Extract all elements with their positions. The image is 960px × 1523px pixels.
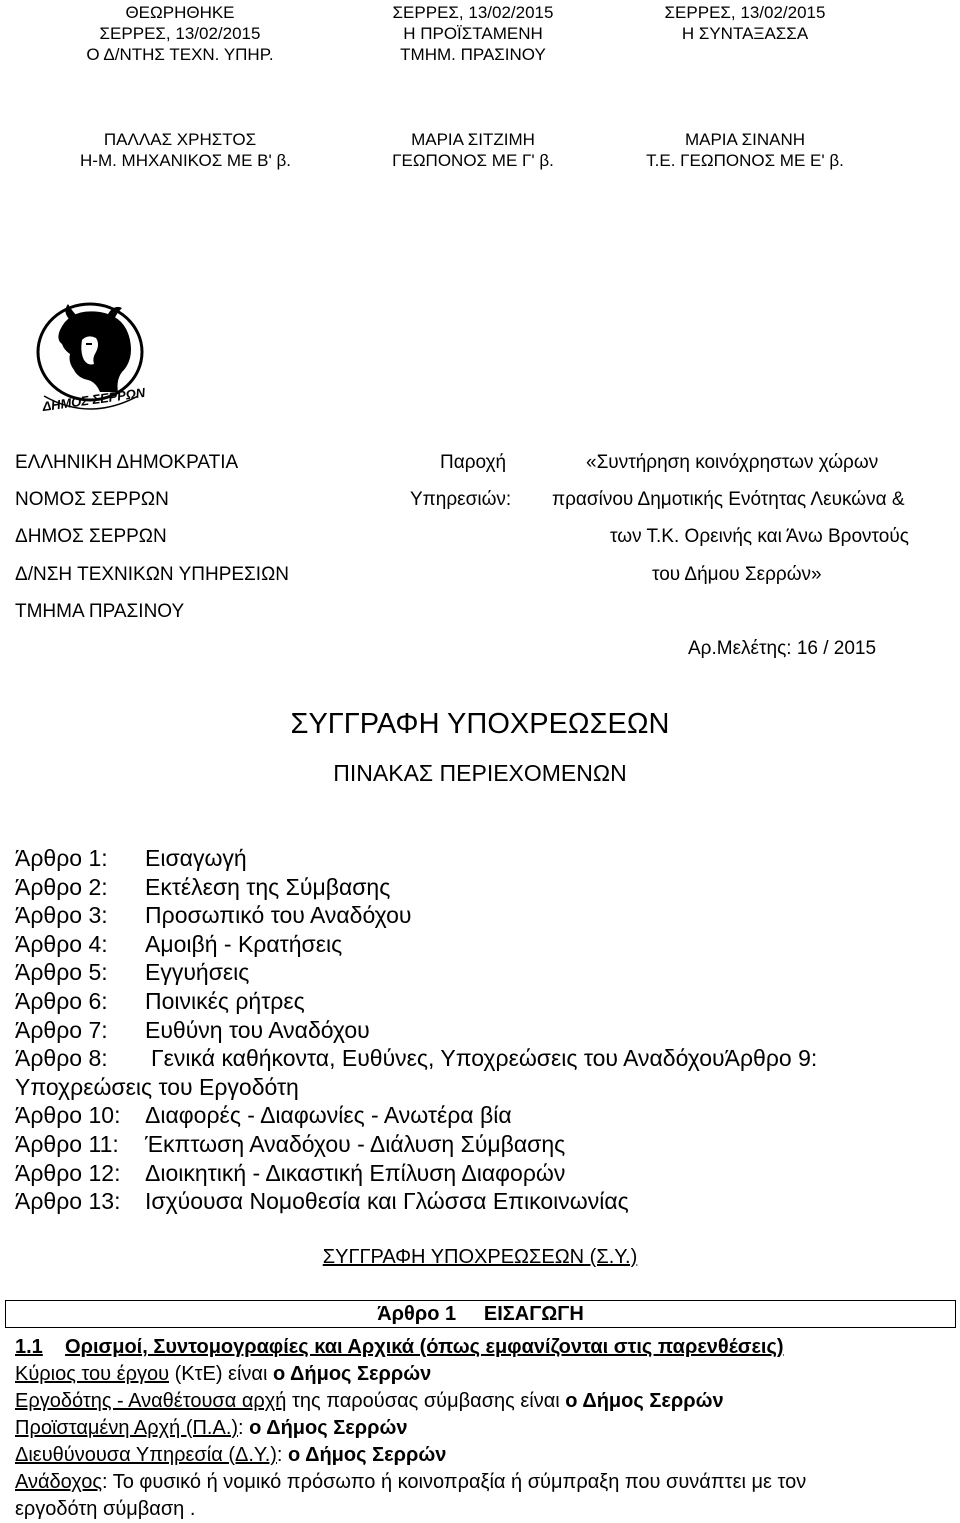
main-title: ΣΥΓΓΡΑΦΗ ΥΠΟΧΡΕΩΣΕΩΝ — [290, 708, 670, 740]
sig1-line1: ΘΕΩΡΗΘΗΚΕ — [125, 3, 235, 22]
def-text: : Το φυσικό ή νομικό πρόσωπο ή κοινοπραξία ή σύμπραξη που συνάπτει με τον — [101, 1471, 807, 1493]
toc-item-number: Άρθρο 8: — [15, 1045, 108, 1072]
sig1-line2: ΣΕΡΡΕΣ, 13/02/2015 — [99, 24, 261, 43]
definition-line-continuation: εργοδότη σύμβαση . — [15, 1498, 196, 1520]
toc-item — [15, 930, 950, 959]
toc-item-number: Άρθρο 5: — [15, 959, 108, 986]
toc-item-number: Άρθρο 11: — [15, 1130, 119, 1157]
header-left-line-5: ΤΜΗΜΑ ΠΡΑΣΙΝΟΥ — [15, 601, 185, 622]
sig2-line2: Η ΠΡΟΪΣΤΑΜΕΝΗ — [403, 24, 543, 43]
toc-item-text: Υποχρεώσεις του Εργοδότη — [15, 1073, 299, 1100]
project-title-line-3: των Τ.Κ. Ορεινής και Άνω Βροντούς — [610, 526, 909, 547]
definition-line — [15, 1388, 950, 1415]
header-left-line-4: Δ/ΝΣΗ ΤΕΧΝΙΚΩΝ ΥΠΗΡΕΣΙΩΝ — [15, 564, 289, 585]
toc-item-text: Ποινικές ρήτρες — [145, 987, 305, 1014]
header-left-line-1: ΕΛΛΗΝΙΚΗ ΔΗΜΟΚΡΑΤΙΑ — [15, 452, 239, 473]
definition-line — [15, 1415, 950, 1442]
toc-item-number: Άρθρο 4: — [15, 930, 108, 957]
toc-item — [15, 987, 950, 1016]
sig1-name: ΠΑΛΛΑΣ ΧΡΗΣΤΟΣ — [103, 130, 257, 149]
def-term: Διευθύνουσα Υπηρεσία (Δ.Υ.) — [15, 1444, 277, 1466]
toc-item-text: Διοικητική - Δικαστική Επίλυση Διαφορών — [145, 1159, 566, 1186]
toc-item — [15, 1044, 950, 1073]
toc-item-number: Άρθρο 1: — [15, 845, 108, 871]
toc-item-number: Άρθρο 7: — [15, 1016, 108, 1043]
header-mid-line-2: Υπηρεσιών: — [410, 489, 512, 510]
project-title-line-4: του Δήμου Σερρών» — [652, 564, 822, 585]
signature-block-2 — [368, 2, 578, 171]
def-value: ο Δήμος Σερρών — [249, 1417, 408, 1439]
definitions-section — [15, 1334, 950, 1523]
municipality-logo — [30, 300, 150, 425]
toc-item — [15, 1187, 950, 1216]
def-term: Προϊσταμένη Αρχή (Π.Α.) — [15, 1417, 239, 1439]
definitions-heading-number: 1.1 — [15, 1336, 43, 1358]
sig2-line3: ΤΜΗΜ. ΠΡΑΣΙΝΟΥ — [400, 45, 546, 64]
signature-block-3 — [645, 2, 845, 171]
sig1-title: Η-Μ. ΜΗΧΑΝΙΚΟΣ ΜΕ Β' β. — [80, 151, 291, 170]
toc-item — [15, 1130, 950, 1159]
section-title: ΣΥΓΓΡΑΦΗ ΥΠΟΧΡΕΩΣΕΩΝ (Σ.Υ.) — [322, 1246, 638, 1268]
def-text: (ΚτΕ) είναι — [169, 1363, 273, 1385]
toc-item-text: Ισχύουσα Νομοθεσία και Γλώσσα Επικοινωνίας — [145, 1188, 629, 1215]
toc-item-text: Εισαγωγή — [145, 845, 247, 871]
def-text: της παρούσας σύμβασης είναι — [286, 1390, 566, 1412]
sig2-title: ΓΕΩΠΟΝΟΣ ΜΕ Γ' β. — [392, 151, 554, 170]
toc-item-number: Άρθρο 12: — [15, 1159, 121, 1186]
logo-text: ΔΗΜΟΣ ΣΕΡΡΩΝ — [41, 384, 147, 415]
header-left-line-2: ΝΟΜΟΣ ΣΕΡΡΩΝ — [15, 489, 169, 510]
def-term: Ανάδοχος — [15, 1471, 102, 1493]
toc-item — [15, 1073, 950, 1102]
definition-line — [15, 1361, 950, 1388]
toc-item — [15, 901, 950, 930]
toc-item — [15, 1101, 950, 1130]
project-title-line-1: «Συντήρηση κοινόχρηστων χώρων — [586, 452, 879, 473]
toc-item-text: Προσωπικό του Αναδόχου — [145, 902, 412, 929]
definitions-heading-text: Ορισμοί, Συντομογραφίες και Αρχικά (όπως εμφανίζονται στις παρενθέσεις) — [65, 1336, 784, 1358]
article-1-box — [5, 1300, 956, 1328]
toc-item-text: Γενικά καθήκοντα, Ευθύνες, Υποχρεώσεις του ΑναδόχουΆρθρο 9: — [151, 1045, 818, 1072]
definitions-heading — [15, 1334, 950, 1361]
sig3-line2: Η ΣΥΝΤΑΞΑΣΣΑ — [681, 24, 809, 43]
toc-title: ΠΙΝΑΚΑΣ ΠΕΡΙΕΧΟΜΕΝΩΝ — [333, 760, 627, 786]
toc-item-number: Άρθρο 10: — [15, 1102, 121, 1129]
toc-item — [15, 873, 950, 902]
def-term: Κύριος του έργου — [15, 1363, 170, 1385]
toc-item-number: Άρθρο 6: — [15, 987, 108, 1014]
toc-item — [15, 844, 950, 873]
article-1-heading: Άρθρο 1 ΕΙΣΑΓΩΓΗ — [377, 1303, 584, 1325]
def-value: ο Δήμος Σερρών — [565, 1390, 724, 1412]
toc-item-number: Άρθρο 13: — [15, 1188, 121, 1215]
sig3-name: ΜΑΡΙΑ ΣΙΝΑΝΗ — [684, 130, 806, 149]
def-value: ο Δήμος Σερρών — [272, 1363, 432, 1385]
toc-item — [15, 1016, 950, 1045]
table-of-contents — [15, 844, 950, 1216]
sig3-line3 — [645, 44, 845, 65]
toc-item-text: Έκπτωση Αναδόχου - Διάλυση Σύμβασης — [145, 1130, 566, 1157]
def-term: Εργοδότης - Αναθέτουσα αρχή — [15, 1390, 287, 1412]
sig2-line1: ΣΕΡΡΕΣ, 13/02/2015 — [392, 3, 554, 22]
def-text: : — [238, 1417, 250, 1439]
toc-item-number: Άρθρο 2: — [15, 873, 108, 900]
toc-item-text: Εγγυήσεις — [145, 959, 250, 986]
def-value: ο Δήμος Σερρών — [288, 1444, 447, 1466]
toc-item-text: Διαφορές - Διαφωνίες - Ανωτέρα βία — [145, 1102, 512, 1129]
toc-item — [15, 1159, 950, 1188]
toc-item-text: Εκτέλεση της Σύμβασης — [145, 873, 391, 900]
project-title-line-2: πρασίνου Δημοτικής Ενότητας Λευκώνα & — [552, 489, 905, 510]
definition-line — [15, 1442, 950, 1469]
sig1-line3: Ο Δ/ΝΤΗΣ ΤΕΧΝ. ΥΠΗΡ. — [86, 45, 274, 64]
toc-item-text: Αμοιβή - Κρατήσεις — [145, 930, 343, 957]
signature-block-1 — [80, 2, 291, 171]
sig3-line1: ΣΕΡΡΕΣ, 13/02/2015 — [664, 3, 826, 22]
toc-item-number: Άρθρο 3: — [15, 902, 108, 929]
def-text: : — [276, 1444, 289, 1466]
header-mid-line-1: Παροχή — [440, 452, 507, 473]
toc-item-text: Ευθύνη του Αναδόχου — [145, 1016, 370, 1043]
header-left-line-3: ΔΗΜΟΣ ΣΕΡΡΩΝ — [15, 526, 167, 547]
sig2-name: ΜΑΡΙΑ ΣΙΤΖΙΜΗ — [411, 130, 535, 149]
definition-line — [15, 1469, 950, 1496]
toc-item — [15, 958, 950, 987]
study-number: Αρ.Μελέτης: 16 / 2015 — [688, 638, 877, 659]
sig3-title: Τ.Ε. ΓΕΩΠΟΝΟΣ ΜΕ Ε' β. — [646, 151, 844, 170]
